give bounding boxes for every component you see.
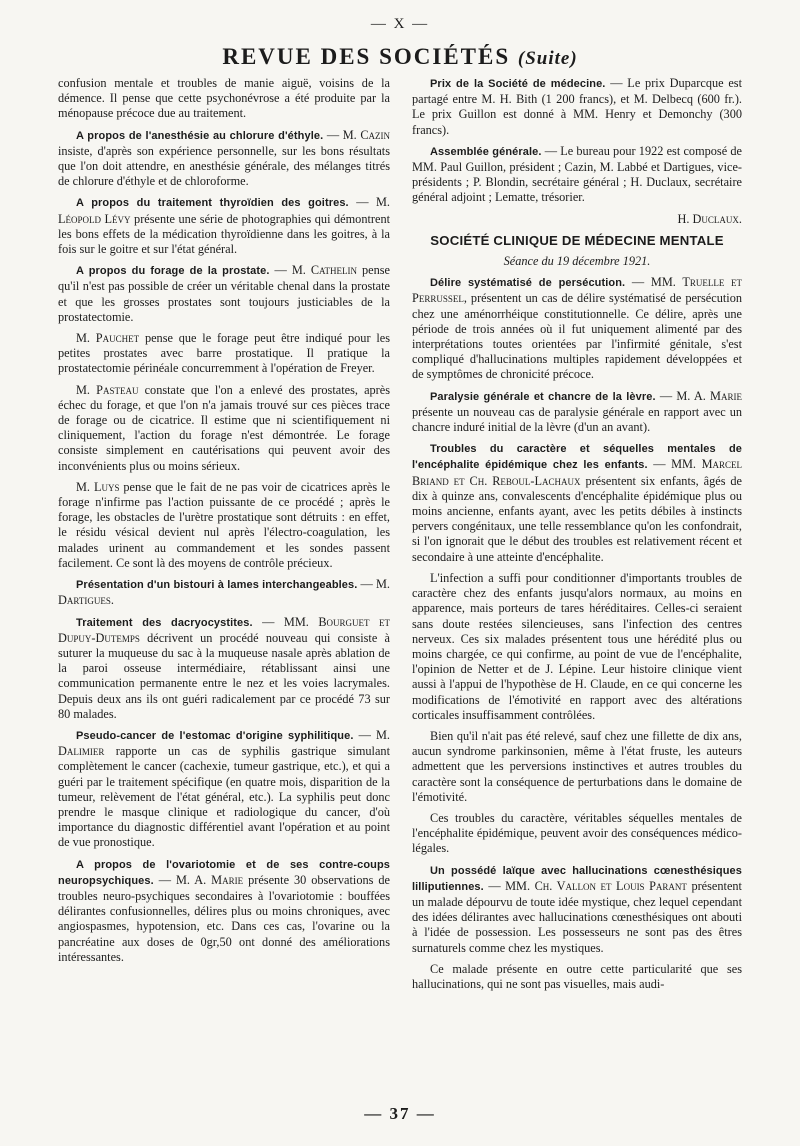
entry-heading: Paralysie générale et chancre de la lèvre. xyxy=(430,390,656,403)
entry-pauchet xyxy=(58,331,390,377)
entry-delire xyxy=(412,275,742,382)
paragraph-parkinsonien: Bien qu'il n'ait pas été relevé, sauf chez une fillette de dix ans, aucun syndrome parkinsonien, même à l'état fruste, les auteurs admettent que les perversions instinctives et autres troubles du caractère sont la conséquence de perturbations dans le domaine de l'émotivité. xyxy=(412,728,742,804)
author-name: — M. A. Marie xyxy=(659,388,742,403)
entry-prix xyxy=(412,76,742,138)
entry-text: , présentent un cas de délire systématisé de persécution chez une aménorrhéique constitutionnelle. Ce délire, après une période de trois années où il fut uniquement alimenté par des interprétations toutes orientées par l'infirmité génitale, s'est compliqué d'hallucinations multiples rapidement développées et de symptômes de chronicité précoce. xyxy=(412,291,742,382)
entry-text: présente une série de photographies qui démontrent les bons effets de la médication thyroïdienne dans les goitres, à la fois sur le goitre et sur l'état général. xyxy=(58,211,391,257)
paragraph-infection: L'infection a suffi pour conditionner d'importants troubles de caractère chez des enfants jusqu'alors normaux, au moins en apparence, mais porteurs de tares héréditaires. Celles-ci seraient sans doute restées silencieuses, sans l'infection des centres nerveux. Ces six malades présentent tous une hérédité plus ou moins chargée, ce qui confirme, au point de vue de l'encéphalite, l'opinion de Netter et de J. Lépine. Leur histoire clinique vient aussi à l'appui de l'hypothèse de H. Claude, en ce qui concerne les modifications de l'émotivité en rapport avec des altérations corticales insuffisamment contrôlées. xyxy=(412,570,742,722)
author-name: M. Léopold Lévy xyxy=(58,195,390,226)
entry-text: pense qu'il n'est pas possible de créer un véritable chenal dans la prostate et que les grosses prostates sont toujours justiciables de la prostatectomie. xyxy=(58,263,391,324)
author-name: — M. Dalimier xyxy=(58,727,390,759)
entry-text: pense que le forage peut être indiqué pour les petites prostates avec barre prostatique. Il pratique la prostatectomie périnéale concurremment à l'opération de Freyer. xyxy=(58,331,390,376)
entry-heading: Pseudo-cancer de l'estomac d'origine syphilitique. xyxy=(76,729,354,742)
paragraph-hallucinations: Ce malade présente en outre cette particularité que ses hallucinations, qui ne sont pas visuelles, mais audi- xyxy=(412,961,742,991)
entry-pasteau xyxy=(58,383,390,474)
entry-text: présentent un malade dépourvu de toute idée mystique, chez lequel cependant des idées délirantes avec hallucinations cœnesthésiques ont abouti à l'idée de possession. Les possesseurs ne sont pas des êtres surnaturels comme chez les mystiques. xyxy=(412,878,742,955)
entry-dacryocystites xyxy=(58,615,390,722)
entry-heading: A propos de l'ovariotomie et de ses contre-coups neuropsychiques. xyxy=(58,858,390,887)
signature: H. Duclaux. xyxy=(677,211,742,226)
entry-heading: Assemblée générale. xyxy=(430,145,542,158)
header-suffix: (Suite) xyxy=(517,48,578,69)
running-header xyxy=(0,44,800,70)
roman-page-marker: — X — xyxy=(370,16,430,32)
entry-heading: Délire systématisé de persécution. xyxy=(430,277,626,290)
entry-text: pense que le fait de ne pas voir de cicatrices après le forage n'infirme pas l'action puissante de ce procédé ; après le forage, les obstacles de l'urètre prostatique sont détruits : en effet, le résidu vésical devient nul après l'électro-coagulation, les malades urinent au commandement et les sondes passent facilement. Ce sont là des moyens de contrôle précieux. xyxy=(58,479,390,570)
entry-prostate: A propos du forage de la prostate. — M. Cathelin pense qu'il n'est pas possible de créer un véritable chenal dans la prostate et que les grosses prostates sont toujours justiciables de la prostatectomie. xyxy=(58,263,391,324)
paragraph-continuation: confusion mentale et troubles de manie aiguë, voisins de la démence. Il pense que cette psychonévrose a été produite par la ménopause précoce due au traitement. xyxy=(58,76,390,121)
entry-text: présentent six enfants, âgés de dix à quinze ans, convalescents d'encéphalite épidémique plus ou moins ancienne, enfants ayant, avec les petits débiles à instincts pervers congénitaux, une telle ressemblance qu'on les confondrait, si l'on ignorait que le début des troubles est relativement récent et secondaire à une atteinte d'encéphalite. xyxy=(412,473,743,564)
author-name: — MM. Marcel Briand et Ch. Reboul-Lachaux xyxy=(412,457,743,488)
header-title: REVUE DES SOCIÉTÉS xyxy=(222,44,511,69)
entry-text: insiste, d'après son expérience personnelle, sur les bons résultats que l'on doit attendre, en anesthésie générale, des mélanges titrés de chlorure d'éthyle et de chloroforme. xyxy=(58,143,390,189)
section-title: SOCIÉTÉ CLINIQUE DE MÉDECINE MENTALE xyxy=(430,232,724,248)
left-column xyxy=(58,76,390,971)
author-name: M. Cazin xyxy=(342,127,391,142)
entry-anesthesie: A propos de l'anesthésie au chlorure d'éthyle. — M. Cazin insiste, d'après son expérience personnelle, sur les bons résultats que l'on doit attendre, en anesthésie générale, des mélanges titrés de chlorure d'éthyle et de chloroforme. xyxy=(58,127,391,189)
author-name: M. Pasteau xyxy=(76,382,139,397)
entry-heading: Présentation d'un bistouri à lames interchangeables. xyxy=(76,579,358,592)
entry-possede xyxy=(412,863,742,956)
author-name: — MM. Bourguet et Dupuy-Dutemps xyxy=(58,614,391,645)
page-number: — 37 — xyxy=(364,1104,436,1123)
entry-heading: A propos du forage de la prostate. xyxy=(76,265,270,278)
session-date: Séance du 19 décembre 1921. xyxy=(503,254,651,269)
entry-bistouri xyxy=(58,577,390,608)
paragraph-sequelles: Ces troubles du caractère, véritables séquelles mentales de l'encéphalite épidémique, peuvent avoir des conséquences médico-légales. xyxy=(412,810,742,856)
author-name: M. Pauchet xyxy=(76,331,140,346)
author-name: — M. Dartigues. xyxy=(58,577,390,608)
entry-ovariotomie xyxy=(58,857,390,965)
entry-text: constate que l'on a enlevé des prostates, après échec du forage, et que l'on n'a jamais trouvé sur ces pièces trace de forage ou de cicatrice. Il estime que ni scientifiquement ni cliniquement, l'action du forage n'est démontrée. Le forage consiste simplement en cautérisations qui peuvent avoir des inconvénients plus ou moins sérieux. xyxy=(58,382,391,473)
author-name: M. Luys xyxy=(76,479,120,494)
entry-heading: Traitement des dacryocystites. xyxy=(76,616,253,629)
entry-text: décrivent un procédé nouveau qui consiste à suturer la muqueuse du sac à la muqueuse nasale après ablation de la paroi osseuse intermédiaire, rétablissant ainsi une communication permanente entre le nez et les voies lacrymales. Depuis deux ans ils ont guéri radicalement par ce procédé 73 sur 80 malades. xyxy=(58,630,390,721)
entry-text: présente un nouveau cas de paralysie générale en rapport avec un chancre induré initial de la lèvre (d'un an avant). xyxy=(412,404,742,435)
entry-text: rapporte un cas de syphilis gastrique simulant complètement le cancer (cachexie, tumeur gastrique, etc.), et qui a guéri par le traitement spécifique (en quatre mois, disparition de la tumeur, relèvement de l'état général, etc.). La syphilis peut donc prendre le masque clinique et radiologique du cancer, d'où importance du diagnostic différentiel avant l'opération et au point de vue pronostique. xyxy=(58,744,390,850)
entry-heading: Troubles du caractère et séquelles mentales de l'encéphalite épidémique chez les enfants. xyxy=(412,443,742,472)
entry-pseudo-cancer xyxy=(58,728,390,851)
entry-text: — Le prix Duparcque est partagé entre M. H. Bith (1 200 francs), et M. Delbecq (600 fr.). Le prix Guillon est donné à MM. Henry et Demonchy (300 francs). xyxy=(412,76,743,137)
entry-goitres: A propos du traitement thyroïdien des goitres. — M. Léopold Lévy présente une série de photographies qui démontrent les bons effets de la médication thyroïdienne dans les goitres, à la fois sur le goitre et sur l'état général. xyxy=(58,195,391,257)
entry-assemblee xyxy=(412,144,742,206)
entry-troubles-caractere xyxy=(412,441,742,565)
author-name: — MM. Ch. Vallon et Louis Parant xyxy=(488,878,687,893)
entry-text: — Le bureau pour 1922 est composé de MM. Paul Guillon, président ; Cazin, M. Labbé et Dartigues, vice-présidents ; P. Blondin, secrétaire général ; H. Duclaux, secrétaire général adjoint ; Lematte, trésorier. xyxy=(412,143,742,205)
entry-luys xyxy=(58,480,390,571)
entry-text: présente 30 observations de troubles neuro-psychiques secondaires à l'ovariotomie : bouffées délirantes confusionnelles, délires plus ou moins chroniques, avec angiospasmes, hypotension, etc. Dans ces cas, l'ovarine ou la pancréatine aux doses de 0gr,50 ont donné des améliorations intéressantes. xyxy=(58,872,390,964)
entry-paralysie xyxy=(412,389,742,436)
author-name: — M. A. Marie xyxy=(158,872,244,887)
right-column xyxy=(412,76,742,998)
entry-heading: A propos du traitement thyroïdien des goitres. xyxy=(76,197,349,210)
entry-heading: Prix de la Société de médecine. xyxy=(430,78,606,90)
author-name: M. Cathelin xyxy=(291,263,358,278)
entry-heading: A propos de l'anesthésie au chlorure d'éthyle. xyxy=(76,129,324,142)
author-name: — MM. Truelle et Perrussel xyxy=(412,275,743,306)
entry-heading: Un possédé laïque avec hallucinations cœnesthésiques lilliputiennes. xyxy=(412,864,742,893)
